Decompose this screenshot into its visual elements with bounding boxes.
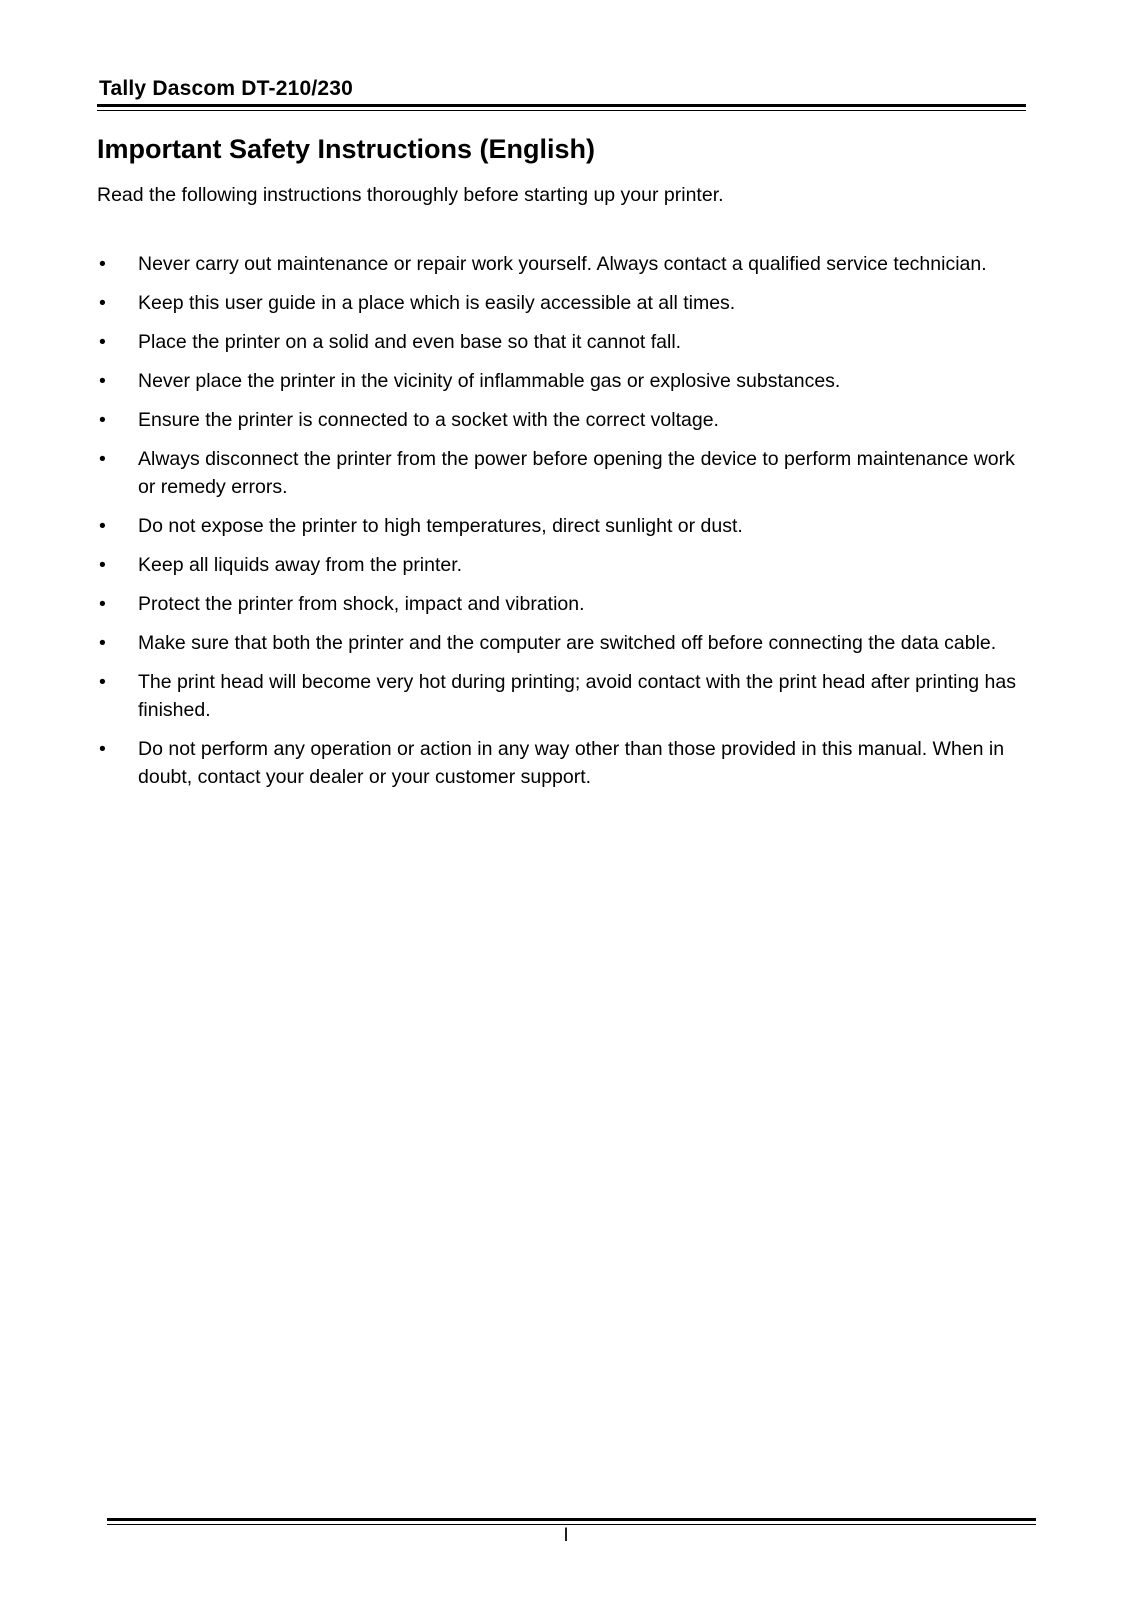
- bullet-icon: •: [99, 253, 106, 275]
- list-item: [97, 250, 1032, 278]
- bullet-icon: •: [99, 409, 106, 431]
- list-item-text: Place the printer on a solid and even base so that it cannot fall.: [138, 331, 682, 353]
- list-item: [97, 328, 1032, 356]
- intro-paragraph: Read the following instructions thoroughly before starting up your printer.: [97, 184, 724, 206]
- list-item: [97, 551, 1032, 579]
- list-item-text: Always disconnect the printer from the power before opening the device to perform maintenance work or remedy errors.: [138, 448, 1015, 498]
- bullet-icon: •: [99, 593, 106, 615]
- list-item: [97, 735, 1032, 791]
- list-item: [97, 590, 1032, 618]
- header-title: Tally Dascom DT-210/230: [99, 77, 354, 100]
- bullet-icon: •: [99, 554, 106, 576]
- list-item-text: The print head will become very hot during printing; avoid contact with the print head after printing has finished.: [138, 671, 1016, 721]
- list-item-text: Ensure the printer is connected to a socket with the correct voltage.: [138, 409, 719, 431]
- list-item-text: Never carry out maintenance or repair work yourself. Always contact a qualified service technician.: [138, 253, 987, 275]
- header-divider: [97, 104, 1026, 111]
- list-item: [97, 512, 1032, 540]
- list-item: [97, 367, 1032, 395]
- list-item: [97, 629, 1032, 657]
- list-item-text: Protect the printer from shock, impact and vibration.: [138, 593, 585, 615]
- list-item: [97, 668, 1032, 724]
- list-item-text: Do not expose the printer to high temperatures, direct sunlight or dust.: [138, 515, 743, 537]
- bullet-icon: •: [99, 632, 106, 654]
- footer-divider: [107, 1518, 1036, 1525]
- page-number: I: [563, 1525, 569, 1546]
- page-title: Important Safety Instructions (English): [97, 134, 596, 164]
- bullet-icon: •: [99, 738, 106, 760]
- bullet-icon: •: [99, 331, 106, 353]
- list-item-text: Do not perform any operation or action in any way other than those provided in this manual. When in doubt, contact your dealer or your customer support.: [138, 738, 1005, 788]
- list-item-text: Never place the printer in the vicinity of inflammable gas or explosive substances.: [138, 370, 841, 392]
- list-item: [97, 445, 1032, 501]
- safety-instructions-list: [97, 250, 1032, 802]
- bullet-icon: •: [99, 292, 106, 314]
- list-item-text: Make sure that both the printer and the computer are switched off before connecting the data cable.: [138, 632, 997, 654]
- list-item: [97, 406, 1032, 434]
- list-item-text: Keep this user guide in a place which is easily accessible at all times.: [138, 292, 736, 314]
- list-item-text: Keep all liquids away from the printer.: [138, 554, 463, 576]
- list-item: [97, 289, 1032, 317]
- bullet-icon: •: [99, 370, 106, 392]
- bullet-icon: •: [99, 515, 106, 537]
- bullet-icon: •: [99, 448, 106, 470]
- bullet-icon: •: [99, 671, 106, 693]
